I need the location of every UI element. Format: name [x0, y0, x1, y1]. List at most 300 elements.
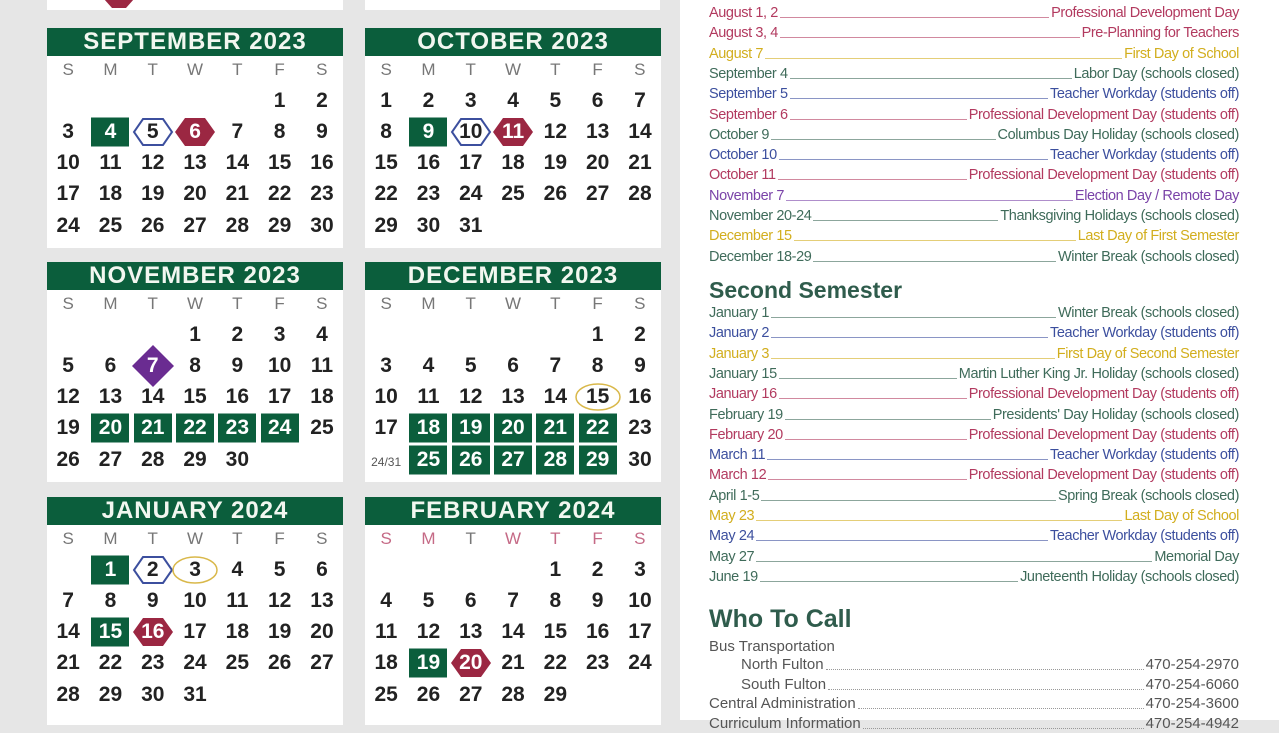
- day-cell: [492, 382, 534, 412]
- event-row: [709, 385, 1239, 403]
- day-number: 11: [417, 385, 440, 408]
- day-number: 3: [634, 558, 646, 581]
- day-number: 5: [146, 120, 159, 143]
- dotted-leader: [790, 78, 1072, 79]
- day-cell: [534, 648, 576, 678]
- day-cell: [174, 680, 216, 710]
- dotted-leader: [768, 479, 966, 480]
- event-name: Labor Day (schools closed): [1073, 65, 1239, 82]
- day-number: 17: [459, 151, 483, 174]
- day-cell: [619, 555, 661, 585]
- day-number: 27: [310, 651, 334, 674]
- day-number: 10: [628, 589, 652, 612]
- event-row: [709, 227, 1239, 245]
- day-number: 8: [380, 120, 392, 143]
- day-number: 11: [99, 151, 122, 174]
- pd-day-marker-august: [104, 0, 134, 8]
- dotted-leader: [790, 98, 1048, 99]
- event-row: [709, 365, 1239, 383]
- day-number: 29: [543, 683, 568, 706]
- day-cell: [132, 382, 174, 412]
- weekday-header: [47, 529, 343, 549]
- day-cell: [89, 445, 131, 475]
- weekday-header: [365, 60, 661, 80]
- dotted-leader: [780, 37, 1080, 38]
- day-cell: [407, 179, 449, 209]
- day-number: 22: [585, 416, 610, 439]
- weekday-header: [47, 294, 343, 314]
- day-number: 7: [231, 120, 244, 143]
- day-cell: [301, 586, 343, 616]
- event-date: February 20: [709, 426, 783, 443]
- day-number: 18: [225, 620, 250, 643]
- day-cell-closed: [259, 413, 301, 443]
- day-cell: [534, 86, 576, 116]
- day-cell: [259, 86, 301, 116]
- day-number: 30: [628, 448, 652, 471]
- weekday-label: T: [232, 294, 243, 313]
- day-number: 3: [273, 323, 286, 346]
- day-cell: [89, 586, 131, 616]
- day-cell: [259, 555, 301, 585]
- weekday-label: F: [274, 60, 285, 79]
- day-cell: [47, 445, 89, 475]
- day-number: 22: [543, 651, 568, 674]
- day-cell: [365, 617, 407, 647]
- day-number: 2: [316, 89, 328, 112]
- dotted-leader: [813, 261, 1056, 262]
- day-cell: [407, 680, 449, 710]
- day-number: 14: [628, 120, 652, 143]
- day-number: 23: [141, 651, 165, 674]
- day-cell: [174, 211, 216, 241]
- day-number: 8: [104, 589, 117, 612]
- day-number: 14: [225, 151, 250, 174]
- day-cell: [216, 382, 258, 412]
- day-number: 10: [267, 354, 292, 377]
- day-number: 22: [98, 651, 123, 674]
- contact-row: [741, 676, 1239, 694]
- day-number: 26: [56, 448, 80, 471]
- day-number: 1: [273, 89, 286, 112]
- weekday-label: S: [62, 529, 74, 548]
- event-date: May 24: [709, 528, 755, 545]
- day-cell: [577, 148, 619, 178]
- important-dates-panel: [680, 0, 1279, 732]
- day-cell: [365, 351, 407, 381]
- dotted-leader: [780, 17, 1049, 18]
- event-name: Professional Development Day (students off): [968, 467, 1239, 484]
- day-cell-closed: [492, 445, 534, 475]
- day-number: 23: [225, 416, 250, 439]
- day-number: 25: [98, 214, 123, 237]
- day-cell-closed: [407, 445, 449, 475]
- day-number: 1: [380, 89, 392, 112]
- day-number: 11: [310, 354, 334, 377]
- weekday-label: T: [147, 529, 158, 548]
- day-cell: [619, 117, 661, 147]
- day-cell: [259, 648, 301, 678]
- day-cell: [619, 320, 661, 350]
- day-number: 19: [459, 416, 483, 439]
- weekday-label: T: [232, 60, 243, 79]
- weekday-label: W: [186, 529, 203, 548]
- day-cell: [259, 148, 301, 178]
- day-cell: [132, 648, 174, 678]
- day-cell: [365, 382, 407, 412]
- day-number: 22: [267, 182, 292, 205]
- weekday-header: [365, 529, 661, 549]
- dotted-leader: [794, 240, 1076, 241]
- weekday-label: T: [147, 60, 158, 79]
- day-cell: [174, 648, 216, 678]
- day-number: 23: [310, 182, 334, 205]
- day-number: 3: [189, 558, 201, 581]
- day-cell: [492, 648, 534, 678]
- day-cell: [619, 445, 661, 475]
- day-cell: [47, 148, 89, 178]
- event-name: Thanksgiving Holidays (schools closed): [1000, 208, 1239, 224]
- dotted-leader: [761, 500, 1056, 501]
- day-number: 13: [501, 385, 525, 408]
- day-cell: [216, 211, 258, 241]
- day-cell: [301, 179, 343, 209]
- day-number: 13: [98, 385, 123, 408]
- event-date: October 10: [709, 147, 777, 164]
- dotted-leader: [767, 459, 1048, 460]
- event-row: [709, 146, 1239, 164]
- day-cell: [216, 179, 258, 209]
- day-cell: [216, 148, 258, 178]
- event-date: September 5: [709, 86, 788, 103]
- day-number: 3: [380, 354, 392, 377]
- day-number: 25: [416, 448, 441, 471]
- day-number: 16: [225, 385, 250, 408]
- day-number: 10: [56, 151, 80, 174]
- day-number: 2: [634, 323, 646, 346]
- day-cell-closed: [534, 413, 576, 443]
- dotted-leader: [785, 419, 991, 420]
- day-number: 27: [501, 448, 525, 471]
- dotted-leader: [828, 689, 1144, 690]
- day-number: 22: [374, 182, 398, 205]
- day-cell: [89, 680, 131, 710]
- day-number: 7: [634, 89, 646, 112]
- day-number: 28: [628, 182, 652, 205]
- event-name: First Day of Second Semester: [1056, 345, 1239, 362]
- weekday-label: M: [103, 60, 118, 79]
- weekday-label: W: [186, 294, 203, 313]
- day-number: 12: [416, 620, 441, 643]
- day-number: 23: [416, 182, 441, 205]
- event-row: [709, 507, 1239, 525]
- day-cell: [407, 86, 449, 116]
- day-number: 9: [422, 120, 435, 143]
- month-title: JANUARY 2024: [47, 497, 343, 525]
- day-cell: [365, 86, 407, 116]
- day-number: 15: [374, 151, 398, 174]
- day-number: 19: [416, 651, 441, 674]
- day-number: 21: [225, 182, 250, 205]
- day-cell-closed: [407, 648, 449, 678]
- event-name: Professional Development Day: [1051, 5, 1239, 21]
- day-number: 24: [628, 651, 652, 674]
- dotted-leader: [771, 139, 995, 140]
- day-cell: [89, 351, 131, 381]
- day-cell-pd: [132, 617, 174, 647]
- day-number: 29: [98, 683, 123, 706]
- weekday-label: M: [103, 294, 118, 313]
- dotted-leader: [790, 119, 967, 120]
- day-number: 2: [422, 89, 435, 112]
- weekday-label: F: [274, 529, 285, 548]
- day-cell: [47, 179, 89, 209]
- day-number: 16: [416, 151, 441, 174]
- day-cell: [132, 445, 174, 475]
- day-cell: [450, 351, 492, 381]
- day-number: 2: [591, 558, 604, 581]
- event-name: Professional Development Day (students off): [968, 426, 1239, 443]
- day-number: 2: [146, 558, 159, 581]
- day-cell: [619, 148, 661, 178]
- day-number: 11: [375, 620, 398, 643]
- day-cell: [534, 148, 576, 178]
- day-cell-workday: [132, 555, 174, 585]
- day-number: 13: [585, 120, 610, 143]
- day-number: 31: [459, 214, 483, 237]
- event-date: November 7: [709, 187, 784, 204]
- day-cell-closed: [534, 445, 576, 475]
- dotted-leader: [756, 540, 1048, 541]
- event-name: Presidents' Day Holiday (schools closed): [992, 406, 1239, 423]
- day-number: 5: [273, 558, 286, 581]
- weekday-label: S: [634, 60, 646, 79]
- event-date: March 12: [709, 467, 767, 484]
- day-cell: [89, 648, 131, 678]
- event-name: Spring Break (schools closed): [1057, 487, 1239, 504]
- day-number: 14: [501, 620, 525, 643]
- day-cell: [259, 320, 301, 350]
- day-number: 9: [231, 354, 244, 377]
- day-number: 16: [585, 620, 610, 643]
- day-cell: [301, 320, 343, 350]
- day-cell: [47, 117, 89, 147]
- weekday-label: S: [62, 60, 74, 79]
- event-name: Teacher Workday (students off): [1050, 86, 1239, 103]
- weekday-label: S: [380, 60, 392, 79]
- event-name: Professional Development Day (students off): [968, 386, 1239, 403]
- day-cell: [301, 117, 343, 147]
- day-cell-closed: [577, 413, 619, 443]
- day-cell: [89, 179, 131, 209]
- day-cell: [301, 86, 343, 116]
- day-number: 6: [189, 120, 201, 143]
- day-number: 21: [56, 651, 80, 674]
- day-cell-pd: [174, 117, 216, 147]
- weekday-label: M: [103, 529, 118, 548]
- dotted-leader: [786, 200, 1073, 201]
- contact-phone[interactable]: 470-254-4942: [1145, 714, 1239, 732]
- day-cell: [534, 680, 576, 710]
- day-cell: [365, 211, 407, 241]
- dotted-leader: [826, 669, 1144, 670]
- day-cell: [492, 586, 534, 616]
- weekday-label: S: [316, 294, 328, 313]
- day-cell: [216, 617, 258, 647]
- day-number: 26: [543, 182, 568, 205]
- day-number: 4: [507, 89, 519, 112]
- weekday-header: [47, 60, 343, 80]
- day-cell: [619, 648, 661, 678]
- contact-row: [709, 695, 1239, 713]
- day-number: 8: [189, 354, 201, 377]
- day-number: 12: [459, 385, 483, 408]
- weekday-header: [365, 294, 661, 314]
- day-cell: [619, 179, 661, 209]
- event-name: Winter Break (schools closed): [1058, 248, 1239, 265]
- day-cell: [577, 86, 619, 116]
- contact-phone[interactable]: 470-254-3600: [1145, 695, 1239, 712]
- day-cell: [577, 555, 619, 585]
- day-number: 15: [183, 385, 207, 408]
- day-number: 16: [628, 385, 652, 408]
- day-cell: [450, 179, 492, 209]
- day-cell: [47, 211, 89, 241]
- day-cell-workday: [132, 117, 174, 147]
- day-cell: [301, 617, 343, 647]
- day-number: 28: [543, 448, 568, 471]
- weekday-label: M: [421, 294, 436, 313]
- day-number: 6: [104, 354, 117, 377]
- day-number: 5: [464, 354, 477, 377]
- dotted-leader: [760, 581, 1018, 582]
- day-number: 1: [549, 558, 562, 581]
- dotted-leader: [771, 317, 1056, 318]
- day-cell-closed: [577, 445, 619, 475]
- day-cell: [492, 148, 534, 178]
- day-cell: [174, 351, 216, 381]
- dotted-leader: [756, 561, 1152, 562]
- day-cell: [47, 648, 89, 678]
- day-cell: [450, 586, 492, 616]
- day-number: 9: [146, 589, 159, 612]
- day-number: 14: [141, 385, 165, 408]
- day-cell-closed: [89, 617, 131, 647]
- day-number: 29: [183, 448, 207, 471]
- day-number: 30: [310, 214, 334, 237]
- day-cell: [47, 413, 89, 443]
- weekday-label: T: [147, 294, 158, 313]
- day-cell-closed: [450, 413, 492, 443]
- day-cell: [492, 617, 534, 647]
- day-number: 25: [501, 182, 525, 205]
- day-number: 6: [464, 589, 477, 612]
- day-cell: [365, 445, 407, 475]
- day-cell: [577, 117, 619, 147]
- day-cell: [534, 555, 576, 585]
- event-row: [709, 406, 1239, 424]
- day-cell-pd: [492, 117, 534, 147]
- day-cell: [301, 648, 343, 678]
- day-number: 29: [585, 448, 610, 471]
- contact-row: [709, 715, 1239, 733]
- weekday-label: S: [634, 294, 646, 313]
- weekday-label: T: [550, 294, 561, 313]
- day-number: 2: [231, 323, 244, 346]
- day-number: 24/31: [371, 455, 402, 469]
- day-number: 20: [183, 182, 207, 205]
- day-cell: [577, 648, 619, 678]
- day-number: 19: [267, 620, 292, 643]
- day-cell: [174, 148, 216, 178]
- day-cell: [619, 586, 661, 616]
- event-row: [709, 45, 1239, 63]
- day-number: 6: [591, 89, 604, 112]
- day-number: 15: [543, 620, 568, 643]
- day-cell: [47, 586, 89, 616]
- day-number: 18: [374, 651, 398, 674]
- day-cell-workday: [450, 117, 492, 147]
- day-number: 20: [98, 416, 123, 439]
- event-date: December 18-29: [709, 248, 812, 265]
- event-date: January 2: [709, 325, 770, 342]
- contact-phone[interactable]: 470-254-6060: [1145, 675, 1239, 693]
- day-number: 13: [183, 151, 207, 174]
- event-date: September 6: [709, 106, 788, 123]
- day-number: 30: [141, 683, 165, 706]
- day-number: 24: [56, 214, 80, 237]
- day-number: 4: [231, 558, 244, 581]
- day-number: 26: [416, 683, 441, 706]
- day-cell-pd: [450, 648, 492, 678]
- event-row: [709, 4, 1239, 22]
- day-number: 25: [225, 651, 250, 674]
- day-cell-closed: [216, 413, 258, 443]
- day-number: 17: [267, 385, 292, 408]
- day-cell: [301, 351, 343, 381]
- dotted-leader: [813, 220, 998, 221]
- contact-phone[interactable]: 470-254-2970: [1145, 656, 1239, 673]
- day-number: 29: [374, 214, 398, 237]
- weekday-label: T: [465, 294, 476, 313]
- day-number: 29: [267, 214, 292, 237]
- event-name: Teacher Workday (students off): [1050, 528, 1239, 545]
- day-cell: [534, 179, 576, 209]
- dotted-leader: [778, 179, 967, 180]
- event-name: Memorial Day: [1154, 548, 1239, 565]
- event-row: [709, 248, 1239, 266]
- event-row: [709, 548, 1239, 566]
- day-number: 11: [501, 120, 525, 143]
- dotted-leader: [765, 58, 1122, 59]
- weekday-label: M: [421, 529, 436, 548]
- weekday-label: W: [504, 294, 521, 313]
- day-cell: [450, 86, 492, 116]
- day-cell: [132, 680, 174, 710]
- contact-row: [741, 656, 1239, 674]
- day-number: 21: [628, 151, 652, 174]
- day-number: 18: [416, 416, 441, 439]
- event-date: August 3, 4: [709, 25, 778, 42]
- day-number: 30: [416, 214, 441, 237]
- day-cell: [365, 117, 407, 147]
- weekday-label: T: [550, 60, 561, 79]
- event-date: November 20-24: [709, 208, 812, 224]
- day-cell: [577, 617, 619, 647]
- day-number: 26: [459, 448, 483, 471]
- weekday-label: S: [316, 529, 328, 548]
- day-cell: [216, 117, 258, 147]
